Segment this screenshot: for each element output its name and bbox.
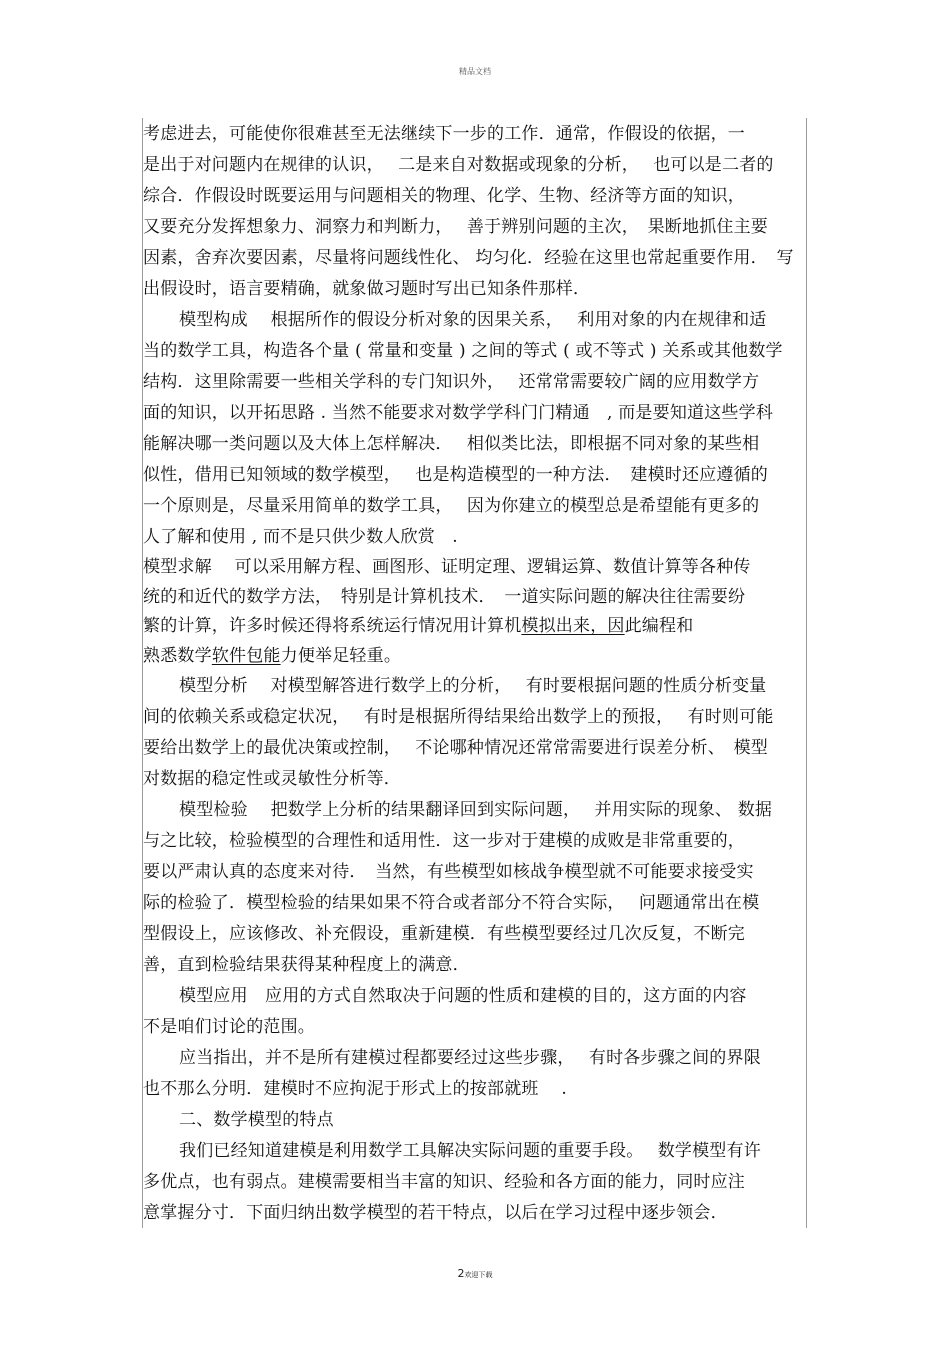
- text-line: 结构．这里除需要一些相关学科的专门知识外， 还常常需要较广阔的应用数学方: [143, 372, 760, 392]
- text-line: 要以严肃认真的态度来对待． 当然，有些模型如核战争模型就不可能要求接受实: [143, 862, 754, 882]
- text-line: 一个原则是，尽量采用简单的数学工具， 因为你建立的模型总是希望能有更多的: [143, 496, 760, 516]
- paragraph-features: 我们已经知道建模是利用数学工具解决实际问题的重要手段。 数学模型有许: [179, 1141, 761, 1161]
- text-line: 考虑进去，可能使你很难甚至无法继续下一步的工作．通常，作假设的依据，一: [143, 124, 745, 144]
- paragraph-model-application: 模型应用 应用的方式自然取决于问题的性质和建模的目的，这方面的内容: [179, 986, 747, 1006]
- text-line: 型假设上，应该修改、补充假设，重新建模．有些模型要经过几次反复，不断完: [143, 924, 745, 944]
- footer-text: 欢迎下载: [464, 1271, 493, 1279]
- text-line: 要给出数学上的最优决策或控制， 不论哪种情况还常常需要进行误差分析、 模型: [143, 738, 769, 758]
- text-segment: 熟悉数学: [143, 645, 212, 666]
- document-body: [143, 119, 808, 1229]
- paragraph-model-solving: 模型求解 可以采用解方程、画图形、证明定理、逻辑运算、数值计算等各种传: [143, 557, 751, 577]
- text-line: 善，直到检验结果获得某种程度上的满意．: [143, 955, 470, 975]
- paragraph-model-analysis: 模型分析 对模型解答进行数学上的分析， 有时要根据问题的性质分析变量: [179, 676, 767, 696]
- underlined-text: 模拟出来，因: [521, 616, 625, 636]
- text-line: 出假设时，语言要精确，就象做习题时写出已知条件那样．: [143, 279, 591, 299]
- text-line: 当的数学工具，构造各个量 ( 常量和变量 ) 之间的等式 ( 或不等式 ) 关系或其他数学: [143, 341, 783, 361]
- text-segment: 力便举足轻重。: [280, 645, 402, 666]
- page-footer: [0, 1262, 950, 1281]
- text-line: 际的检验了．模型检验的结果如果不符合或者部分不符合实际， 问题通常出在模: [143, 893, 760, 913]
- paragraph-note: 应当指出，并不是所有建模过程都要经过这些步骤， 有时各步骤之间的界限: [179, 1048, 761, 1068]
- underlined-text: 软件包能: [211, 645, 281, 666]
- page-header: 精品文档: [459, 67, 491, 76]
- text-line: 似性，借用已知领域的数学模型， 也是构造模型的一种方法． 建模时还应遵循的: [143, 465, 769, 485]
- paragraph-model-construction: 模型构成 根据所作的假设分析对象的因果关系， 利用对象的内在规律和适: [179, 310, 767, 330]
- text-line: 不是咱们讨论的范围。: [143, 1017, 315, 1037]
- text-line-with-underline: [143, 612, 808, 642]
- text-line: 综合．作假设时既要运用与问题相关的物理、化学、生物、经济等方面的知识，: [143, 186, 745, 206]
- text-line: 又要充分发挥想象力、洞察力和判断力， 善于辨别问题的主次， 果断地抓住主要: [143, 217, 769, 237]
- text-line: 统的和近代的数学方法， 特别是计算机技术． 一道实际问题的解决往往需要纷: [143, 586, 746, 607]
- text-line: 意掌握分寸．下面归纳出数学模型的若干特点，以后在学习过程中逐步领会．: [143, 1203, 728, 1223]
- text-line: 多优点，也有弱点。建模需要相当丰富的知识、经验和各方面的能力，同时应注: [143, 1172, 745, 1192]
- text-line: 也不那么分明．建模时不应拘泥于形式上的按部就班 .: [143, 1079, 568, 1099]
- text-line-with-underline: [143, 642, 808, 672]
- text-line: 是出于对问题内在规律的认识， 二是来自对数据或现象的分析， 也可以是二者的: [143, 155, 774, 175]
- text-line: 与之比较，检验模型的合理性和适用性．这一步对于建模的成败是非常重要的，: [143, 831, 745, 851]
- text-line: 对数据的稳定性或灵敏性分析等．: [143, 769, 401, 789]
- text-line: 因素，舍弃次要因素，尽量将问题线性化、 均匀化．经验在这里也常起重要作用． 写: [143, 248, 794, 268]
- text-segment: 此编程和: [624, 616, 694, 636]
- text-line: 人了解和使用 , 而不是只供少数人欣赏 .: [143, 527, 458, 547]
- text-line: 能解决哪一类问题以及大体上怎样解决． 相似类比法，即根据不同对象的某些相: [143, 434, 760, 454]
- section-heading: 二、数学模型的特点: [179, 1110, 334, 1130]
- page-number: 2: [457, 1267, 465, 1280]
- text-segment: 繁的计算，许多时候还得将系统运行情况用计算机: [143, 616, 522, 636]
- paragraph-model-verification: 模型检验 把数学上分析的结果翻译回到实际问题， 并用实际的现象、 数据: [179, 800, 773, 820]
- text-line: 间的依赖关系或稳定状况， 有时是根据所得结果给出数学上的预报， 有时则可能: [143, 707, 774, 727]
- text-line: 面的知识，以开拓思路 . 当然不能要求对数学学科门门精通 , 而是要知道这些学科: [143, 403, 774, 423]
